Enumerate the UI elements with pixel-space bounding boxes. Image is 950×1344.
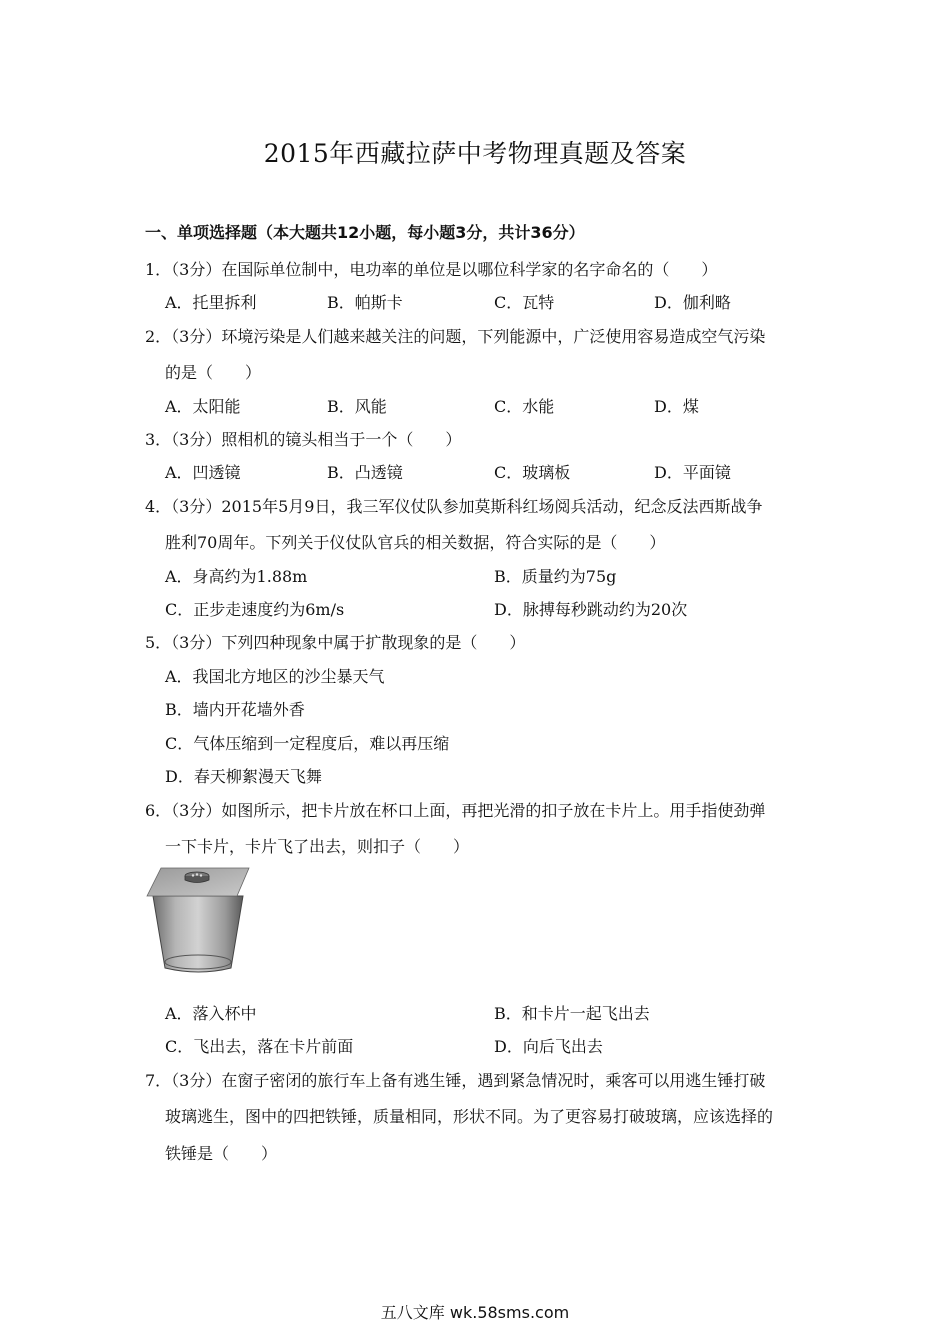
button-hole: [192, 874, 194, 876]
question-7-text-cont-1: 玻璃逃生，图中的四把铁锤，质量相同，形状不同。为了更容易打破玻璃，应该选择的: [165, 1107, 774, 1126]
q6-option-d: D．向后飞出去: [494, 1037, 603, 1056]
q4-option-a: A．身高约为1.88m: [165, 567, 308, 586]
cup-body: [153, 896, 243, 972]
q6-option-c: C．飞出去，落在卡片前面: [165, 1037, 354, 1056]
question-2-text-cont: 的是（ ）: [165, 363, 262, 382]
cup-card-button-figure: [145, 862, 251, 974]
q2-option-a: A．太阳能: [165, 397, 241, 416]
q3-option-b: B．凸透镜: [327, 463, 403, 482]
q2-option-b: B．风能: [327, 397, 387, 416]
button-side: [185, 876, 209, 883]
section-heading: 一、单项选择题（本大题共12小题，每小题3分，共计36分）: [145, 223, 585, 242]
q2-option-d: D．煤: [654, 397, 699, 416]
question-5-text: 5．（3分）下列四种现象中属于扩散现象的是（ ）: [145, 633, 526, 652]
q3-option-c: C．玻璃板: [494, 463, 571, 482]
question-7-text: 7．（3分）在窗子密闭的旅行车上备有逃生锤，遇到紧急情况时，乘客可以用逃生锤打破: [145, 1071, 766, 1090]
q5-option-b: B．墙内开花墙外香: [165, 700, 305, 719]
question-6-text-cont: 一下卡片，卡片飞了出去，则扣子（ ）: [165, 837, 470, 856]
q5-option-d: D．春天柳絮漫天飞舞: [165, 767, 322, 786]
q5-option-a: A．我国北方地区的沙尘暴天气: [165, 667, 385, 686]
q3-option-d: D．平面镜: [654, 463, 731, 482]
question-6-text: 6．（3分）如图所示，把卡片放在杯口上面，再把光滑的扣子放在卡片上。用手指使劲弹: [145, 801, 766, 820]
question-7-text-cont-2: 铁锤是（ ）: [165, 1144, 278, 1163]
q1-option-b: B．帕斯卡: [327, 293, 403, 312]
footer-watermark: 五八文库 wk.58sms.com: [380, 1303, 570, 1322]
question-4-text-cont: 胜利70周年。下列关于仪仗队官兵的相关数据，符合实际的是（ ）: [165, 533, 666, 552]
q4-option-b: B．质量约为75g: [494, 567, 617, 586]
q2-option-c: C．水能: [494, 397, 555, 416]
q4-option-c: C．正步走速度约为6m/s: [165, 600, 345, 619]
question-3-text: 3．（3分）照相机的镜头相当于一个（ ）: [145, 430, 462, 449]
question-4-text: 4．（3分）2015年5月9日，我三军仪仗队参加莫斯科红场阅兵活动，纪念反法西斯战争: [145, 497, 763, 516]
q5-option-c: C．气体压缩到一定程度后，难以再压缩: [165, 734, 450, 753]
q1-option-c: C．瓦特: [494, 293, 555, 312]
q1-option-a: A．托里拆利: [165, 293, 257, 312]
question-1-text: 1．（3分）在国际单位制中，电功率的单位是以哪位科学家的名字命名的（ ）: [145, 260, 718, 279]
q3-option-a: A．凹透镜: [165, 463, 241, 482]
button-hole: [200, 874, 202, 876]
q4-option-d: D．脉搏每秒跳动约为20次: [494, 600, 688, 619]
q1-option-d: D．伽利略: [654, 293, 731, 312]
q6-option-a: A．落入杯中: [165, 1004, 257, 1023]
q6-option-b: B．和卡片一起飞出去: [494, 1004, 650, 1023]
question-2-text: 2．（3分）环境污染是人们越来越关注的问题，下列能源中，广泛使用容易造成空气污染: [145, 327, 766, 346]
page-title: 2015年西藏拉萨中考物理真题及答案: [263, 139, 687, 168]
button-hole: [196, 873, 198, 875]
